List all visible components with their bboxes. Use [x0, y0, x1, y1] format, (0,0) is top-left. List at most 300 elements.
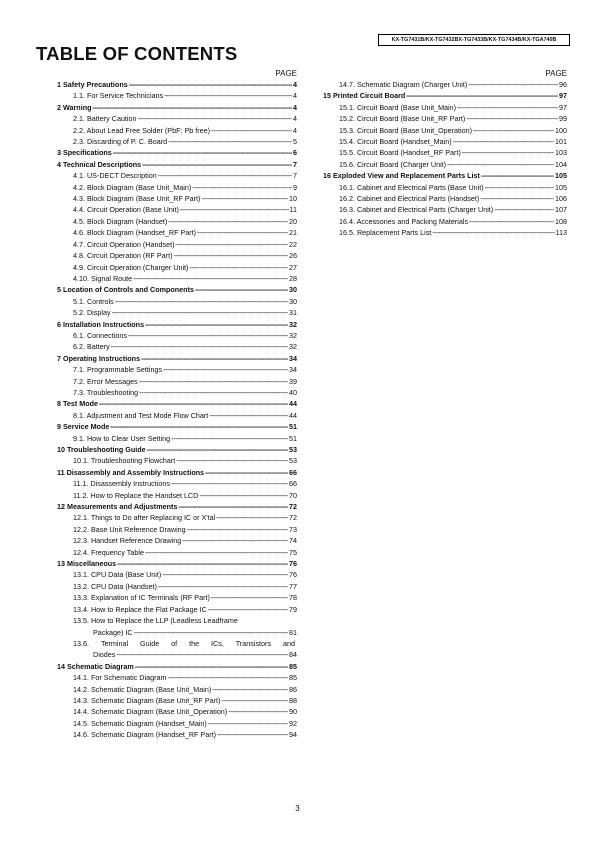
toc-entry-page: 53	[289, 445, 297, 454]
dot-leader	[201, 193, 288, 204]
toc-entry-page: 104	[555, 159, 567, 169]
dot-leader	[221, 695, 288, 706]
toc-entry-page: 4	[293, 125, 297, 135]
toc-entry-page: 34	[289, 353, 297, 363]
toc-entry[interactable]	[57, 638, 297, 649]
dot-leader	[164, 90, 292, 101]
toc-entry-page: 106	[555, 194, 567, 204]
dot-leader	[469, 216, 554, 227]
toc-entry-title: 14.6. Schematic Diagram (Handset_RF Part)	[73, 730, 217, 740]
toc-entry-page: 22	[289, 239, 297, 249]
toc-entry[interactable]	[57, 125, 297, 136]
toc-entry-word: 13.6.	[73, 638, 89, 648]
dot-leader	[197, 227, 288, 238]
dot-leader	[115, 296, 288, 307]
toc-entry[interactable]	[57, 273, 297, 284]
dot-leader	[129, 79, 292, 90]
toc-entry-title: 1.1. For Service Technicians	[73, 91, 164, 101]
toc-section-entry[interactable]	[57, 319, 297, 330]
dot-leader	[205, 467, 288, 478]
dot-leader	[494, 204, 554, 215]
toc-entry[interactable]	[57, 718, 297, 729]
toc-entry-title: 11.2. How to Replace the Handset LCD	[73, 490, 199, 500]
toc-entry[interactable]	[57, 193, 297, 204]
toc-entry-page: 77	[289, 581, 297, 591]
toc-entry-page: 100	[555, 125, 567, 135]
dot-leader	[432, 227, 554, 238]
toc-entry-word: Transistors	[235, 638, 272, 648]
dot-leader	[457, 102, 558, 113]
dot-leader	[211, 125, 292, 136]
toc-entry[interactable]	[57, 136, 297, 147]
dot-leader	[208, 718, 288, 729]
toc-entry[interactable]	[57, 90, 297, 101]
toc-entry-title: 6 Installation Instructions	[57, 319, 145, 329]
toc-entry-page: 51	[289, 422, 297, 432]
toc-entry-page: 70	[289, 490, 297, 500]
toc-entry-title: 12.4. Frequency Table	[73, 547, 144, 557]
toc-entry-title: 12.1. Things to Do after Replacing IC or X'tal	[73, 513, 216, 523]
toc-entry-title: 5.2. Display	[73, 308, 111, 318]
dot-leader	[189, 262, 288, 273]
toc-entry[interactable]	[323, 216, 567, 227]
toc-entry-page: 10	[289, 194, 297, 204]
toc-list-left	[57, 79, 297, 615]
toc-entry-title: 14.4. Schematic Diagram (Base Unit_Operation)	[73, 707, 228, 717]
toc-entry-title: 15 Printed Circuit Board	[323, 91, 406, 101]
page-column-label: PAGE	[275, 69, 297, 78]
dot-leader	[462, 147, 554, 158]
dot-leader	[163, 364, 288, 375]
dot-leader	[406, 90, 558, 101]
toc-entry-title: 14.7. Schematic Diagram (Charger Unit)	[339, 80, 468, 89]
toc-section-entry[interactable]	[57, 398, 297, 409]
toc-entry-page: 32	[289, 342, 297, 352]
toc-entry[interactable]	[57, 695, 297, 706]
toc-entry-page: 84	[289, 650, 297, 660]
toc-entry-page: 44	[289, 399, 297, 409]
toc-entry-word: ICs,	[211, 638, 224, 648]
toc-section-entry[interactable]	[323, 170, 567, 181]
toc-entry-page: 11	[289, 205, 297, 215]
dot-leader	[480, 193, 554, 204]
toc-entry-title: 13 Miscellaneous	[57, 559, 117, 569]
toc-entry-page: 32	[289, 319, 297, 329]
dot-leader	[468, 79, 558, 90]
toc-entry-title: 6.2. Battery	[73, 342, 110, 352]
toc-entry-page: 76	[289, 559, 297, 569]
toc-entry-page: 90	[289, 707, 297, 717]
toc-entry-page: 92	[289, 718, 297, 728]
toc-section-entry[interactable]	[323, 90, 567, 101]
dot-leader	[116, 649, 288, 660]
toc-entry-page: 76	[289, 570, 297, 580]
dot-leader	[145, 319, 288, 330]
dot-leader	[195, 284, 288, 295]
toc-section-entry[interactable]	[57, 159, 297, 170]
toc-entry[interactable]	[57, 672, 297, 683]
toc-entry-title: 15.6. Circuit Board (Charger Unit)	[339, 159, 447, 169]
toc-entry-title: 12.3. Handset Reference Drawing	[73, 536, 182, 546]
dot-leader	[217, 729, 288, 740]
toc-entry[interactable]	[57, 296, 297, 307]
toc-section-entry[interactable]	[57, 661, 297, 672]
toc-entry-page: 101	[555, 137, 567, 147]
dot-leader	[147, 444, 288, 455]
toc-entry-title: 4.5. Block Diagram (Handset)	[73, 216, 168, 226]
toc-entry-title: 2.1. Battery Caution	[73, 114, 137, 124]
toc-entry-title: 4.6. Block Diagram (Handset_RF Part)	[73, 228, 197, 238]
toc-entry[interactable]	[57, 262, 297, 273]
dot-leader	[162, 569, 288, 580]
toc-entry-page: 88	[289, 695, 297, 705]
dot-leader	[182, 535, 288, 546]
toc-entry-page: 99	[559, 114, 567, 124]
toc-entry-page: 4	[293, 114, 297, 124]
page-column-label: PAGE	[545, 69, 567, 78]
toc-entry-title: 16.5. Replacement Parts List	[339, 228, 432, 238]
toc-entry-page: 6	[293, 148, 297, 158]
dot-leader	[171, 478, 288, 489]
toc-entry-title: 13.5. How to Replace the LLP (Leadless Leadframe	[73, 616, 238, 626]
toc-entry[interactable]	[323, 227, 567, 238]
toc-section-entry[interactable]	[57, 558, 297, 569]
toc-section-entry[interactable]	[57, 102, 297, 113]
toc-entry[interactable]	[57, 433, 297, 444]
toc-entry-title: 4.4. Circuit Operation (Base Unit)	[73, 205, 179, 215]
dot-leader	[473, 125, 554, 136]
toc-entry-title: 15.3. Circuit Board (Base Unit_Operation)	[339, 125, 473, 135]
toc-entry-page: 66	[289, 479, 297, 489]
toc-entry-page: 96	[559, 80, 567, 89]
toc-entry-page: 79	[289, 604, 297, 614]
toc-entry-title: 1 Safety Precautions	[57, 80, 128, 89]
dot-leader	[199, 490, 288, 501]
toc-entry[interactable]	[57, 307, 297, 318]
toc-entry[interactable]	[57, 684, 297, 695]
toc-entry-title: 6.1. Connections	[73, 330, 127, 340]
toc-entry[interactable]	[57, 216, 297, 227]
toc-entry-page: 53	[289, 456, 297, 466]
toc-entry-title: Package) IC	[93, 627, 133, 637]
toc-entry-page: 26	[289, 251, 297, 261]
dot-leader	[138, 113, 292, 124]
toc-entry[interactable]	[57, 113, 297, 124]
toc-entry-page: 4	[293, 80, 297, 89]
toc-entry-title: 15.4. Circuit Board (Handset_Main)	[339, 137, 452, 147]
toc-entry-page: 5	[293, 137, 297, 147]
toc-entry[interactable]	[323, 147, 567, 158]
dot-leader	[92, 102, 292, 113]
dot-leader	[180, 204, 289, 215]
toc-section-entry[interactable]	[57, 444, 297, 455]
toc-entry-page: 73	[289, 524, 297, 534]
toc-entry-page: 85	[289, 661, 297, 671]
toc-entry[interactable]	[57, 341, 297, 352]
toc-entry-title: 4.9. Circuit Operation (Charger Unit)	[73, 262, 189, 272]
dot-leader	[211, 592, 288, 603]
toc-entry-title: 12.2. Base Unit Reference Drawing	[73, 524, 186, 534]
toc-entry-title: 8 Test Mode	[57, 399, 99, 409]
dot-leader	[117, 558, 288, 569]
dot-leader	[178, 501, 288, 512]
toc-entry-title: 5.1. Controls	[73, 296, 114, 306]
dot-leader	[113, 147, 292, 158]
toc-section-entry[interactable]	[57, 353, 297, 364]
toc-entry[interactable]	[323, 79, 567, 90]
toc-entry-title: 4.8. Circuit Operation (RF Part)	[73, 251, 173, 261]
toc-entry-title: 14 Schematic Diagram	[57, 661, 134, 671]
toc-entry[interactable]	[57, 569, 297, 580]
toc-entry-title: 13.2. CPU Data (Handset)	[73, 581, 157, 591]
toc-entry[interactable]	[323, 136, 567, 147]
toc-entry-title: 11.1. Disassembly Instructions	[73, 479, 170, 489]
dot-leader	[171, 433, 288, 444]
toc-entry-title: 7.3. Troubleshooting	[73, 387, 139, 397]
toc-entry-word: of	[171, 638, 178, 648]
toc-entry[interactable]	[57, 729, 297, 740]
dot-leader	[135, 661, 288, 672]
toc-entry-page: 39	[289, 376, 297, 386]
toc-entry-title: 15.2. Circuit Board (Base Unit_RF Part)	[339, 114, 466, 124]
dot-leader	[99, 398, 288, 409]
toc-entry-title: 2 Warning	[57, 102, 92, 112]
toc-entry-title: 16.3. Cabinet and Electrical Parts (Charger Unit)	[339, 205, 494, 215]
dot-leader	[453, 136, 554, 147]
toc-entry-continuation[interactable]	[57, 627, 297, 638]
toc-entry-page: 28	[289, 273, 297, 283]
toc-entry[interactable]	[57, 604, 297, 615]
dot-leader	[168, 216, 288, 227]
toc-entry-page: 30	[289, 285, 297, 295]
toc-list-right	[323, 79, 567, 239]
toc-entry[interactable]	[57, 387, 297, 398]
toc-section-entry[interactable]	[57, 284, 297, 295]
dot-leader	[112, 307, 288, 318]
toc-entry[interactable]	[57, 524, 297, 535]
toc-entry[interactable]	[57, 512, 297, 523]
toc-entry-page: 32	[289, 330, 297, 340]
toc-entry-title: 4.10. Signal Route	[73, 273, 133, 283]
toc-entry-title: 15.5. Circuit Board (Handset_RF Part)	[339, 148, 461, 158]
toc-entry[interactable]	[323, 204, 567, 215]
dot-leader	[208, 604, 288, 615]
toc-entry[interactable]	[57, 581, 297, 592]
dot-leader	[209, 410, 288, 421]
toc-entry-page: 85	[289, 673, 297, 683]
toc-entry-page: 97	[559, 102, 567, 112]
toc-entry-title: 16 Exploded View and Replacement Parts List	[323, 171, 480, 181]
toc-entry[interactable]	[57, 615, 297, 626]
dot-leader	[145, 547, 288, 558]
dot-leader	[216, 512, 288, 523]
toc-entry-word: and	[282, 638, 295, 648]
toc-entry-page: 9	[293, 182, 297, 192]
toc-entry-title: 7.2. Error Messages	[73, 376, 138, 386]
toc-entry-page: 86	[289, 684, 297, 694]
dot-leader	[176, 455, 288, 466]
toc-entry[interactable]	[323, 102, 567, 113]
toc-entry-page: 108	[555, 216, 567, 226]
toc-entry[interactable]	[57, 478, 297, 489]
dot-leader	[173, 250, 288, 261]
toc-entry-title: 4.7. Circuit Operation (Handset)	[73, 239, 175, 249]
toc-entry-page: 27	[289, 262, 297, 272]
toc-section-entry[interactable]	[57, 501, 297, 512]
dot-leader	[142, 159, 292, 170]
toc-entry-continuation[interactable]	[57, 649, 297, 660]
toc-entry-word: the	[189, 638, 200, 648]
toc-entry-page: 30	[289, 296, 297, 306]
toc-entry-title: 9.1. How to Clear User Setting	[73, 433, 171, 443]
dot-leader	[481, 170, 554, 181]
toc-entry-page: 74	[289, 536, 297, 546]
toc-entry-title: 4.3. Block Diagram (Base Unit_RF Part)	[73, 194, 201, 204]
toc-entry-title: 5 Location of Controls and Components	[57, 285, 194, 295]
toc-entry[interactable]	[323, 113, 567, 124]
dot-leader	[485, 182, 554, 193]
toc-entry[interactable]	[57, 706, 297, 717]
toc-section-entry[interactable]	[57, 421, 297, 432]
toc-entry[interactable]	[57, 250, 297, 261]
toc-entry-title: 10.1. Troubleshooting Flowchart	[73, 456, 176, 466]
toc-entry-title: 11 Disassembly and Assembly Instructions	[57, 467, 205, 477]
toc-entry-title: 4 Technical Descriptions	[57, 159, 142, 169]
toc-entry-page: 105	[555, 171, 567, 181]
page-title: TABLE OF CONTENTS	[36, 43, 238, 64]
toc-entry-title: 4.2. Block Diagram (Base Unit_Main)	[73, 182, 192, 192]
dot-leader	[133, 273, 288, 284]
toc-entry-title: 13.1. CPU Data (Base Unit)	[73, 570, 162, 580]
dot-leader	[187, 524, 288, 535]
page-number: 3	[295, 804, 300, 813]
toc-entry-page: 72	[289, 502, 297, 512]
toc-entry[interactable]	[57, 239, 297, 250]
toc-entry[interactable]	[57, 592, 297, 603]
toc-entry[interactable]	[323, 159, 567, 170]
toc-entry[interactable]	[57, 547, 297, 558]
toc-entry-title: 7.1. Programmable Settings	[73, 365, 163, 375]
toc-entry-title: 4.1. US-DECT Description	[73, 171, 157, 181]
model-numbers-box: KX-TG7431B/KX-TG7432BX-TG7433B/KX-TG7434B/KX-TGA740B	[378, 34, 570, 46]
toc-list-left-tail	[57, 661, 297, 741]
toc-entry[interactable]	[323, 182, 567, 193]
toc-entry[interactable]	[57, 227, 297, 238]
toc-entry-page: 94	[289, 730, 297, 740]
toc-entry-page: 81	[289, 627, 297, 637]
toc-entry[interactable]	[323, 125, 567, 136]
toc-entry-title: Diodes	[93, 650, 116, 660]
dot-leader	[192, 182, 292, 193]
toc-entry[interactable]	[57, 410, 297, 421]
toc-entry[interactable]	[57, 364, 297, 375]
toc-entry-page: 21	[289, 228, 297, 238]
toc-entry-page: 97	[559, 91, 567, 101]
toc-entry[interactable]	[57, 490, 297, 501]
toc-entry-page: 75	[289, 547, 297, 557]
toc-column-left	[57, 68, 297, 741]
toc-entry-page: 51	[289, 433, 297, 443]
toc-entry[interactable]	[57, 455, 297, 466]
dot-leader	[158, 581, 288, 592]
dot-leader	[167, 672, 288, 683]
toc-entry-page: 34	[289, 365, 297, 375]
toc-entry-title: 7 Operating Instructions	[57, 353, 141, 363]
toc-entry-title: 14.2. Schematic Diagram (Base Unit_Main)	[73, 684, 212, 694]
toc-entry-page: 72	[289, 513, 297, 523]
dot-leader	[168, 136, 292, 147]
toc-entry-page: 4	[293, 102, 297, 112]
toc-entry-title: 3 Specifications	[57, 148, 112, 158]
toc-entry[interactable]	[57, 204, 297, 215]
toc-entry-word: Terminal	[100, 638, 129, 648]
dot-leader	[447, 159, 554, 170]
toc-entry[interactable]	[57, 376, 297, 387]
toc-entry-title: 8.1. Adjustment and Test Mode Flow Chart	[73, 410, 209, 420]
toc-entry-page: 20	[289, 216, 297, 226]
toc-entry-title: 2.2. About Lead Free Solder (PbF: Pb free)	[73, 125, 211, 135]
toc-entry-page: 78	[289, 593, 297, 603]
toc-column-right	[323, 68, 567, 239]
dot-leader	[111, 341, 288, 352]
toc-entry-page: 44	[289, 410, 297, 420]
dot-leader	[466, 113, 558, 124]
toc-entry-title: 16.2. Cabinet and Electrical Parts (Handset)	[339, 194, 480, 204]
dot-leader	[110, 421, 288, 432]
dot-leader	[175, 239, 288, 250]
toc-entry-page: 103	[555, 148, 567, 158]
toc-entry-page: 7	[293, 159, 297, 169]
dot-leader	[134, 627, 288, 638]
toc-entry-title: 2.3. Discarding of P. C. Board	[73, 137, 168, 147]
dot-leader	[158, 170, 292, 181]
dot-leader	[228, 706, 288, 717]
toc-entry-title: 10 Troubleshooting Guide	[57, 445, 146, 454]
toc-section-entry[interactable]	[57, 467, 297, 478]
toc-entry-title: 13.4. How to Replace the Flat Package IC	[73, 604, 207, 614]
toc-entry-page: 31	[289, 308, 297, 318]
toc-entry-word: Guide	[140, 638, 160, 648]
toc-section-entry[interactable]	[57, 79, 297, 90]
toc-entry[interactable]	[57, 170, 297, 181]
toc-entry-title: 16.4. Accessories and Packing Materials	[339, 216, 469, 226]
toc-entry-page: 107	[555, 205, 567, 215]
toc-entry-title: 13.3. Explanation of IC Terminals (RF Part)	[73, 593, 210, 603]
toc-entry-page: 66	[289, 467, 297, 477]
toc-entry[interactable]	[57, 535, 297, 546]
toc-entry-page: 7	[293, 171, 297, 181]
toc-entry-title: 9 Service Mode	[57, 422, 110, 432]
toc-entry-title: 14.3. Schematic Diagram (Base Unit_RF Part)	[73, 695, 221, 705]
toc-section-entry[interactable]	[57, 147, 297, 158]
toc-entry-page: 40	[289, 387, 297, 397]
toc-entry-page: 113	[555, 228, 567, 238]
toc-entry-title: 15.1. Circuit Board (Base Unit_Main)	[339, 102, 457, 112]
toc-entry[interactable]	[323, 193, 567, 204]
toc-entry-title: 16.1. Cabinet and Electrical Parts (Base Unit)	[339, 182, 484, 192]
toc-entry[interactable]	[57, 330, 297, 341]
toc-entry[interactable]	[57, 182, 297, 193]
dot-leader	[139, 387, 288, 398]
toc-entry-title: 14.1. For Schematic Diagram	[73, 673, 167, 683]
dot-leader	[212, 684, 288, 695]
toc-entry-page: 105	[555, 182, 567, 192]
dot-leader	[141, 353, 288, 364]
dot-leader	[139, 376, 288, 387]
toc-entry-page: 4	[293, 91, 297, 101]
toc-entry-title: 12 Measurements and Adjustments	[57, 502, 178, 512]
toc-entry-title: 14.5. Schematic Diagram (Handset_Main)	[73, 718, 207, 728]
